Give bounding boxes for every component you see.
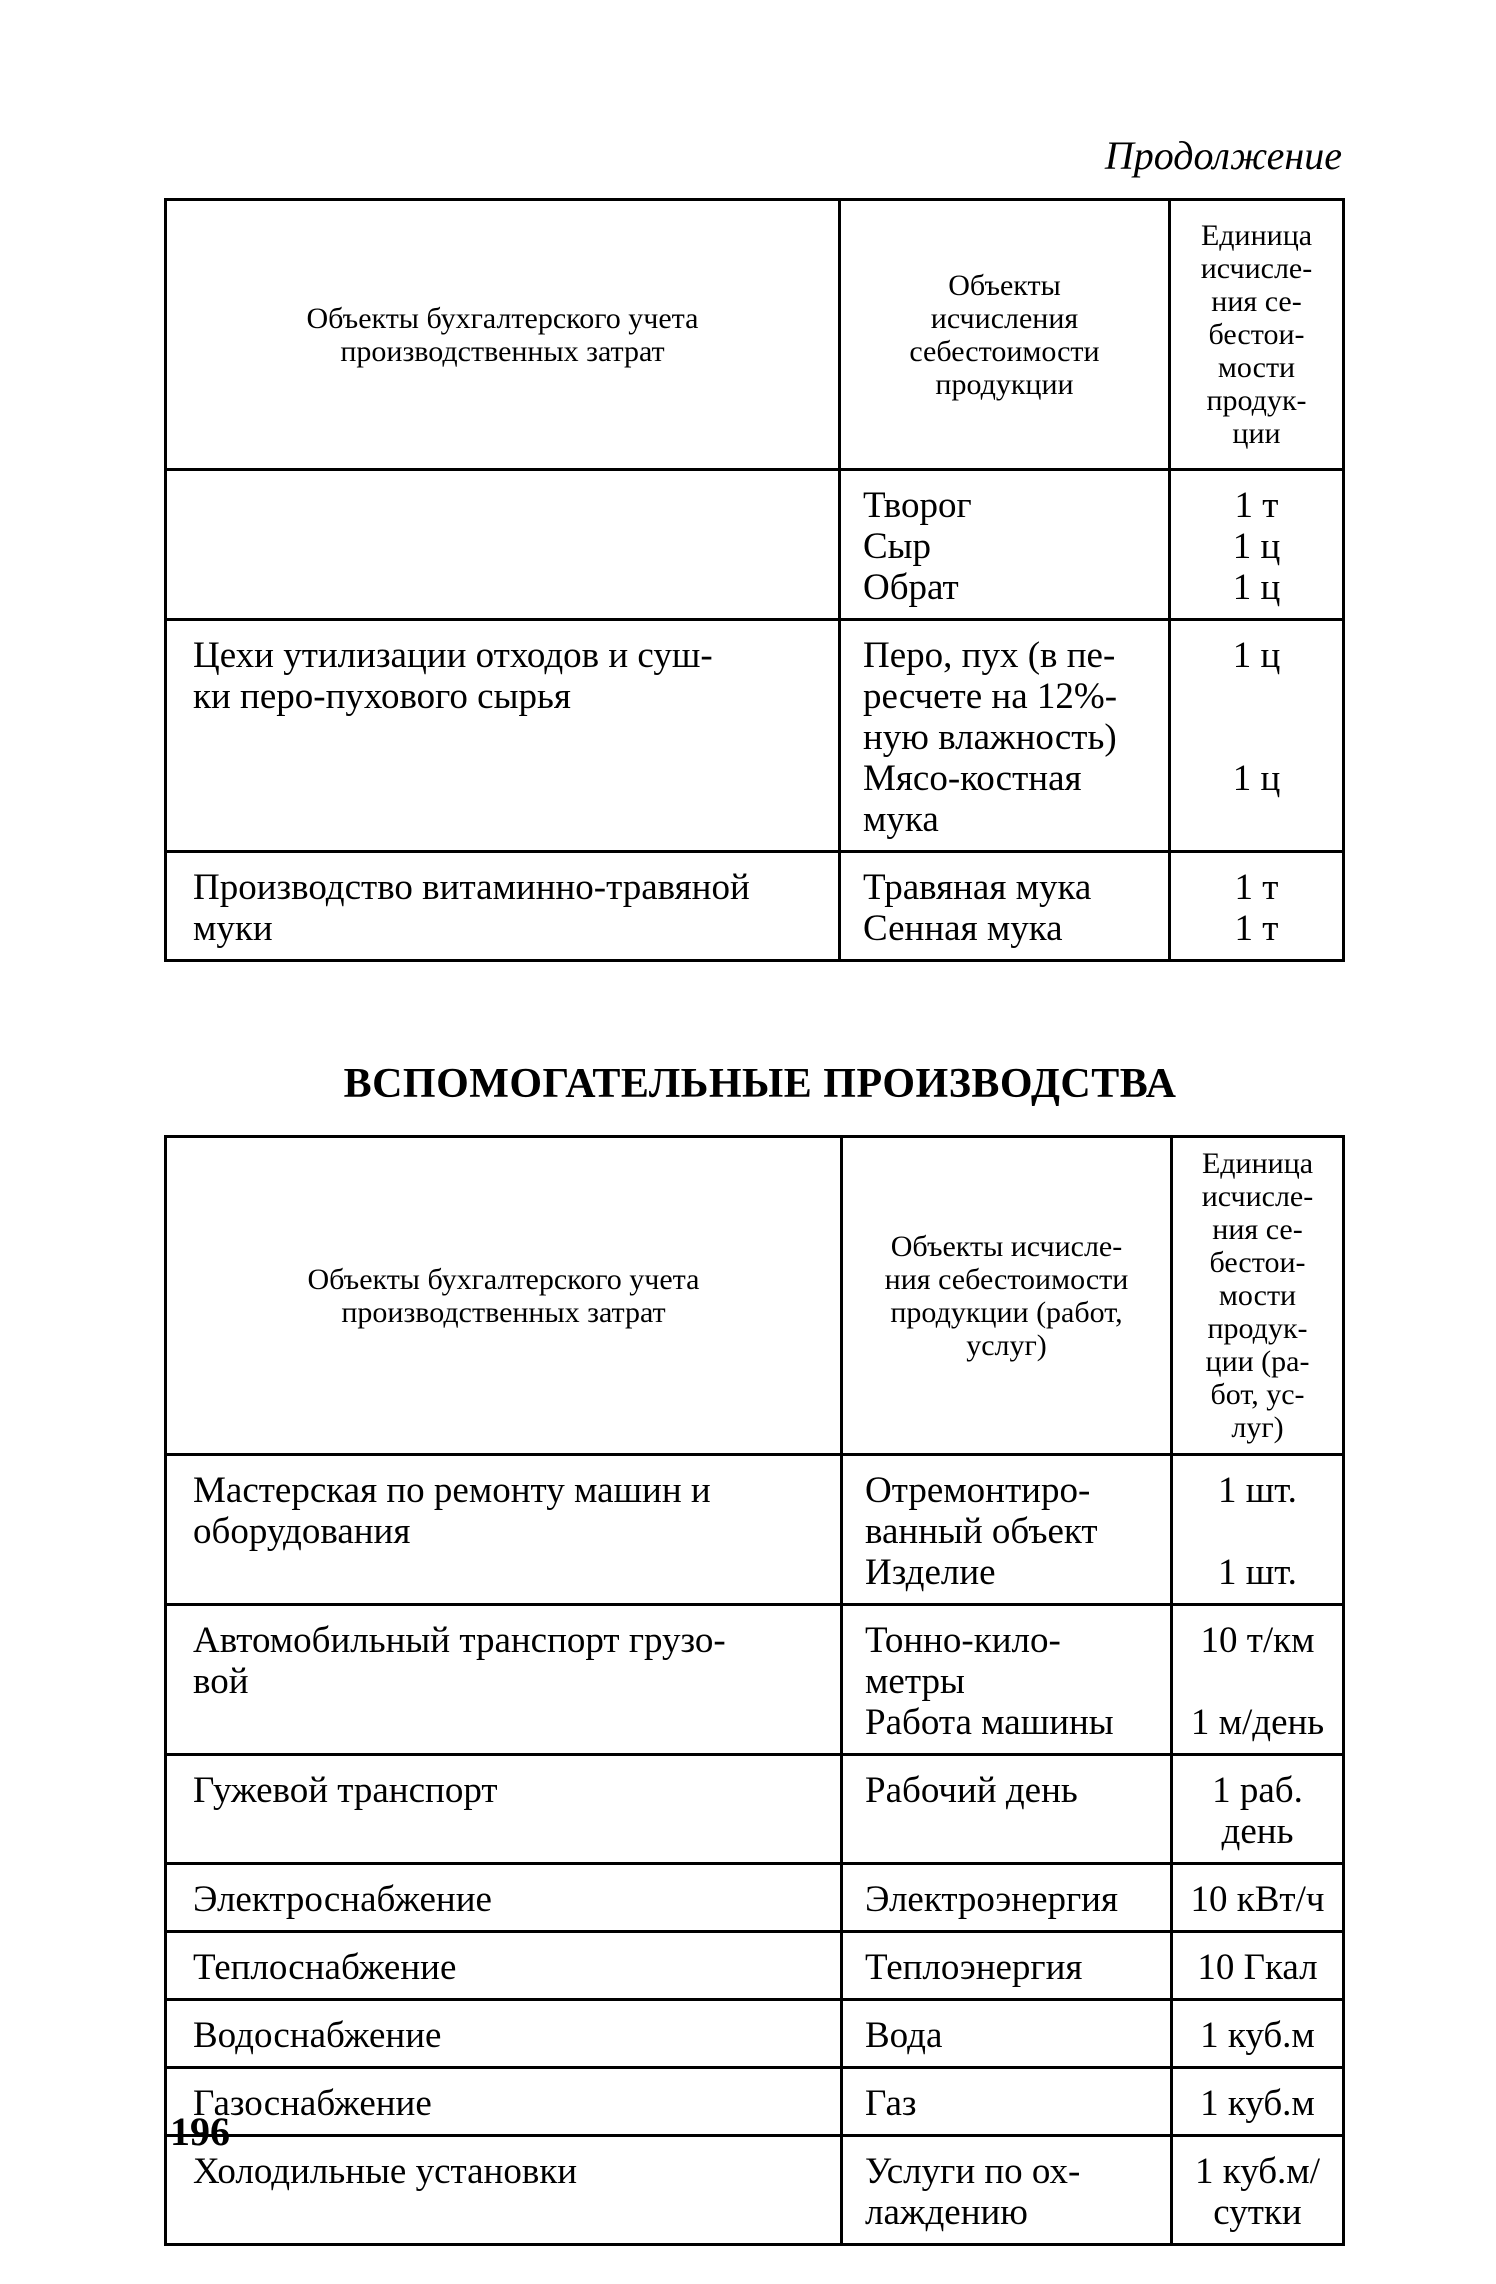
cell-line: 1 шт. <box>1218 1470 1297 1511</box>
cell-line: Травяная мука <box>863 867 1092 908</box>
header-costing-objects <box>842 1137 1172 1455</box>
costing-object-cell <box>842 2068 1172 2136</box>
cell-line: 1 раб. <box>1212 1770 1303 1811</box>
production-table <box>164 198 1345 962</box>
cell-line: Тонно-кило- <box>865 1620 1061 1661</box>
header-line: исчисле- <box>1200 252 1313 285</box>
cell-line <box>1173 1661 1342 1702</box>
cell-line: 1 шт. <box>1218 1552 1297 1593</box>
cell-line: 1 куб.м <box>1200 2083 1315 2124</box>
cell-line: Работа машины <box>865 1702 1114 1743</box>
cell-line: Электроэнергия <box>865 1879 1118 1920</box>
accounting-object-cell <box>166 2136 842 2245</box>
costing-unit-cell <box>1172 1605 1344 1755</box>
cell-line: Производство витаминно-травяной <box>193 867 750 908</box>
table-header-row <box>166 200 1344 470</box>
header-line: Объекты бухгалтерского учета <box>307 1262 700 1296</box>
costing-unit-cell <box>1172 1932 1344 2000</box>
header-line: исчисле- <box>1201 1180 1314 1213</box>
accounting-object-cell <box>166 1455 842 1605</box>
costing-unit-cell <box>1172 2136 1344 2245</box>
cell-line: Обрат <box>863 567 959 608</box>
cell-line: 1 ц <box>1232 567 1281 608</box>
cell-line: Мясо-костная <box>863 758 1082 799</box>
cell-line: Теплоснабжение <box>193 1947 457 1988</box>
accounting-object-cell <box>166 852 840 961</box>
header-line: ции <box>1232 417 1281 450</box>
header-line: бестои- <box>1209 1246 1306 1279</box>
header-line: бот, ус- <box>1210 1378 1305 1411</box>
header-line: производственных затрат <box>340 334 665 368</box>
costing-unit-cell <box>1170 470 1344 620</box>
accounting-object-cell <box>166 1864 842 1932</box>
cell-line: ресчете на 12%- <box>863 676 1118 717</box>
table-row <box>166 2068 1344 2136</box>
costing-unit-cell <box>1172 2000 1344 2068</box>
table-row <box>166 1932 1344 2000</box>
cell-line <box>167 1811 840 1852</box>
cell-line: ванный объект <box>865 1511 1098 1552</box>
header-costing-unit <box>1170 200 1344 470</box>
cell-line: 1 ц <box>1232 635 1281 676</box>
header-line: исчисления <box>930 301 1079 335</box>
header-line: производственных затрат <box>341 1295 666 1329</box>
header-line: мости <box>1217 351 1296 384</box>
cell-line: Перо, пух (в пе- <box>863 635 1116 676</box>
cell-line: Цехи утилизации отходов и суш- <box>193 635 713 676</box>
header-line: продукции <box>935 367 1074 401</box>
cell-line <box>843 1811 1170 1852</box>
table-body <box>166 470 1344 961</box>
cell-line: Мастерская по ремонту машин и <box>193 1470 711 1511</box>
cell-line <box>1171 799 1342 840</box>
cell-line: 10 т/км <box>1200 1620 1315 1661</box>
header-line: себестоимости <box>909 334 1100 368</box>
cell-line: Автомобильный транспорт грузо- <box>193 1620 726 1661</box>
header-costing-unit <box>1172 1137 1344 1455</box>
accounting-object-cell <box>166 1755 842 1864</box>
cell-line: сутки <box>1213 2192 1302 2233</box>
cell-line: день <box>1221 1811 1294 1852</box>
costing-object-cell <box>842 1932 1172 2000</box>
header-line: продукции (работ, <box>890 1295 1123 1329</box>
costing-object-cell <box>842 2136 1172 2245</box>
continuation-label: Продолжение <box>1104 133 1342 178</box>
cell-line: Творог <box>863 485 972 526</box>
costing-unit-cell <box>1170 620 1344 852</box>
cell-line: метры <box>865 1661 965 1702</box>
cell-line: Сыр <box>863 526 932 567</box>
costing-object-cell <box>842 1455 1172 1605</box>
cell-line <box>1171 676 1342 717</box>
accounting-object-cell <box>166 470 840 620</box>
accounting-object-cell <box>166 1605 842 1755</box>
header-line: ния се- <box>1212 1213 1303 1246</box>
cell-line: ную влажность) <box>863 717 1117 758</box>
header-line: Единица <box>1201 1147 1314 1180</box>
header-line: Объекты бухгалтерского учета <box>306 301 699 335</box>
cell-line: 10 Гкал <box>1197 1947 1318 1988</box>
page-number: 196 <box>170 2109 230 2154</box>
cell-line: 1 т <box>1234 485 1279 526</box>
table-row <box>166 1455 1344 1605</box>
cell-line: 1 ц <box>1232 526 1281 567</box>
costing-object-cell <box>840 620 1170 852</box>
cell-line: Изделие <box>865 1552 996 1593</box>
cell-line: Услуги по ох- <box>865 2151 1081 2192</box>
cell-line: Холодильные установки <box>193 2151 578 2192</box>
cell-line: Газоснабжение <box>193 2083 432 2124</box>
table-row <box>166 470 1344 620</box>
cell-line <box>1171 717 1342 758</box>
cell-line: 1 т <box>1234 867 1279 908</box>
costing-object-cell <box>842 2000 1172 2068</box>
header-costing-objects <box>840 200 1170 470</box>
cell-line <box>1173 1511 1342 1552</box>
header-accounting-objects <box>166 1137 842 1455</box>
header-line: ния се- <box>1211 285 1302 318</box>
costing-unit-cell <box>1172 2068 1344 2136</box>
header-line: Объекты исчисле- <box>890 1229 1123 1263</box>
cell-line: 1 т <box>1234 908 1279 949</box>
table-row <box>166 2000 1344 2068</box>
auxiliary-production-table <box>164 1135 1345 2246</box>
table-header-row <box>166 1137 1344 1455</box>
cell-line: 10 кВт/ч <box>1190 1879 1325 1920</box>
costing-object-cell <box>842 1755 1172 1864</box>
table-body <box>166 1455 1344 2245</box>
costing-unit-cell <box>1172 1864 1344 1932</box>
section-title: ВСПОМОГАТЕЛЬНЫЕ ПРОИЗВОДСТВА <box>343 1061 1177 1107</box>
header-line: бестои- <box>1208 318 1305 351</box>
accounting-object-cell <box>166 2000 842 2068</box>
table-row <box>166 620 1344 852</box>
cell-line: Водоснабжение <box>193 2015 442 2056</box>
cell-line: 1 куб.м <box>1200 2015 1315 2056</box>
cell-line <box>167 2192 840 2233</box>
header-line: продук- <box>1206 384 1307 417</box>
header-line: ции (ра- <box>1205 1345 1310 1378</box>
cell-line: муки <box>193 908 273 949</box>
cell-line: мука <box>863 799 939 840</box>
costing-object-cell <box>842 1864 1172 1932</box>
table-row <box>166 1864 1344 1932</box>
table-row <box>166 852 1344 961</box>
table-row <box>166 1755 1344 1864</box>
cell-line: 1 м/день <box>1190 1702 1325 1743</box>
header-line: мости <box>1218 1279 1297 1312</box>
header-line: ния себестоимости <box>884 1262 1129 1296</box>
costing-object-cell <box>842 1605 1172 1755</box>
cell-line: вой <box>193 1661 249 1702</box>
cell-line: Рабочий день <box>865 1770 1078 1811</box>
cell-line: оборудования <box>193 1511 411 1552</box>
costing-object-cell <box>840 470 1170 620</box>
cell-line: лаждению <box>865 2192 1028 2233</box>
costing-unit-cell <box>1172 1755 1344 1864</box>
cell-line: Газ <box>865 2083 917 2124</box>
table-row <box>166 2136 1344 2245</box>
header-line: Единица <box>1200 219 1313 252</box>
header-line: продук- <box>1207 1312 1308 1345</box>
header-line: услуг) <box>966 1328 1047 1362</box>
header-line: Объекты <box>948 268 1061 302</box>
header-line: луг) <box>1231 1411 1284 1444</box>
header-accounting-objects <box>166 200 840 470</box>
table-row <box>166 1605 1344 1755</box>
costing-object-cell <box>840 852 1170 961</box>
accounting-object-cell <box>166 620 840 852</box>
cell-line: Вода <box>865 2015 943 2056</box>
cell-line: Электроснабжение <box>193 1879 492 1920</box>
cell-line <box>167 1702 840 1743</box>
costing-unit-cell <box>1172 1455 1344 1605</box>
cell-line: Гужевой транспорт <box>193 1770 498 1811</box>
cell-line: 1 ц <box>1232 758 1281 799</box>
accounting-object-cell <box>166 1932 842 2000</box>
costing-unit-cell <box>1170 852 1344 961</box>
cell-line: Теплоэнергия <box>865 1947 1083 1988</box>
accounting-object-cell <box>166 2068 842 2136</box>
cell-line <box>167 1552 840 1593</box>
cell-line: Отремонтиро- <box>865 1470 1091 1511</box>
cell-line: 1 куб.м/ <box>1195 2151 1320 2192</box>
cell-line: ки перо-пухового сырья <box>193 676 571 717</box>
cell-line: Сенная мука <box>863 908 1063 949</box>
